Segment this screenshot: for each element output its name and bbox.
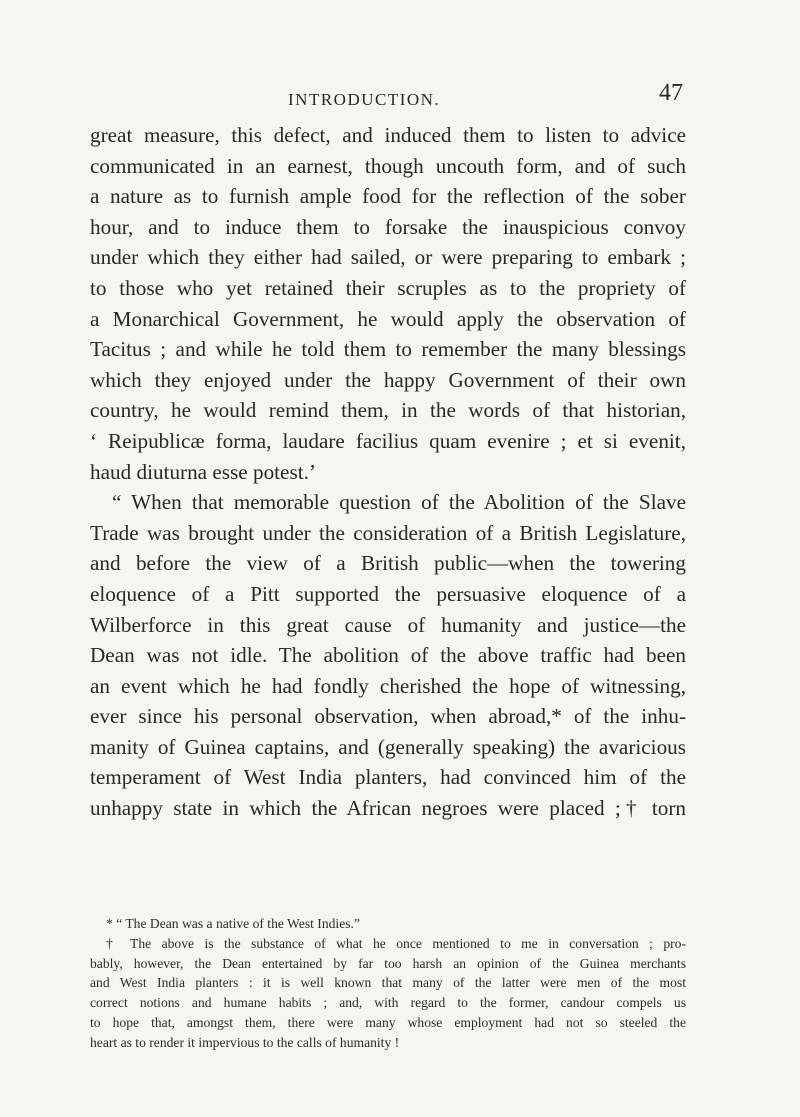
text-line: and before the view of a British public—when the towering <box>90 551 686 576</box>
text-line: ‘ Reipublicæ forma, laudare facilius quam evenire ; et si evenit, <box>90 428 686 453</box>
text-line: Wilberforce in this great cause of humanity and justice—the <box>90 612 686 637</box>
text-line: Dean was not idle. The abolition of the above traffic had been <box>90 643 686 668</box>
running-head <box>288 76 683 110</box>
footnote-line: correct notions and humane habits ; and, with regard to the former, candour compels us <box>90 995 686 1011</box>
footnote-line: bably, however, the Dean entertained by far too harsh an opinion of the Guinea merchants <box>90 955 686 971</box>
text-line: hour, and to induce them to forsake the inauspicious convoy <box>90 214 686 239</box>
text-line: haud diuturna esse potest.’ <box>90 459 316 484</box>
footnotes <box>90 914 686 1053</box>
text-line: an event which he had fondly cherished the hope of witnessing, <box>90 673 686 698</box>
text-line: unhappy state in which the African negroes were placed ;† torn <box>90 796 686 821</box>
text-line: under which they either had sailed, or were preparing to embark ; <box>90 245 686 270</box>
text-line: to those who yet retained their scruples as to the propriety of <box>90 275 686 300</box>
footnote-line: * “ The Dean was a native of the West Indies.” <box>106 916 360 931</box>
body-text <box>90 120 686 824</box>
footnote-line: heart as to render it impervious to the calls of humanity ! <box>90 1034 400 1050</box>
text-line: ever since his personal observation, when abroad,* of the inhu- <box>90 704 686 729</box>
text-line: temperament of West India planters, had convinced him of the <box>90 765 686 790</box>
text-line: which they enjoyed under the happy Government of their own <box>90 367 686 392</box>
text-line: manity of Guinea captains, and (generally speaking) the avaricious <box>90 734 686 759</box>
text-line: a Monarchical Government, he would apply the observation of <box>90 306 686 331</box>
text-line: a nature as to furnish ample food for the reflection of the sober <box>90 184 686 209</box>
text-line: eloquence of a Pitt supported the persuasive eloquence of a <box>90 581 686 606</box>
footnote-line: to hope that, amongst them, there were many whose employment had not so steeled the <box>90 1014 686 1030</box>
text-line: “ When that memorable question of the Abolition of the Slave <box>112 490 686 515</box>
text-line: communicated in an earnest, though uncouth form, and of such <box>90 153 686 178</box>
footnote-line: and West India planters : it is well known that many of the latter were men of the most <box>90 975 686 991</box>
text-line: Trade was brought under the consideration of a British Legislature, <box>90 520 686 545</box>
text-line: country, he would remind them, in the words of that historian, <box>90 398 686 423</box>
text-line: Tacitus ; and while he told them to remember the many blessings <box>90 337 686 362</box>
running-head-title: INTRODUCTION. <box>288 90 441 109</box>
footnote-line: † The above is the substance of what he once mentioned to me in conversation ; pro- <box>106 935 686 951</box>
page-number: 47 <box>659 80 683 106</box>
text-line: great measure, this defect, and induced them to listen to advice <box>90 123 686 147</box>
